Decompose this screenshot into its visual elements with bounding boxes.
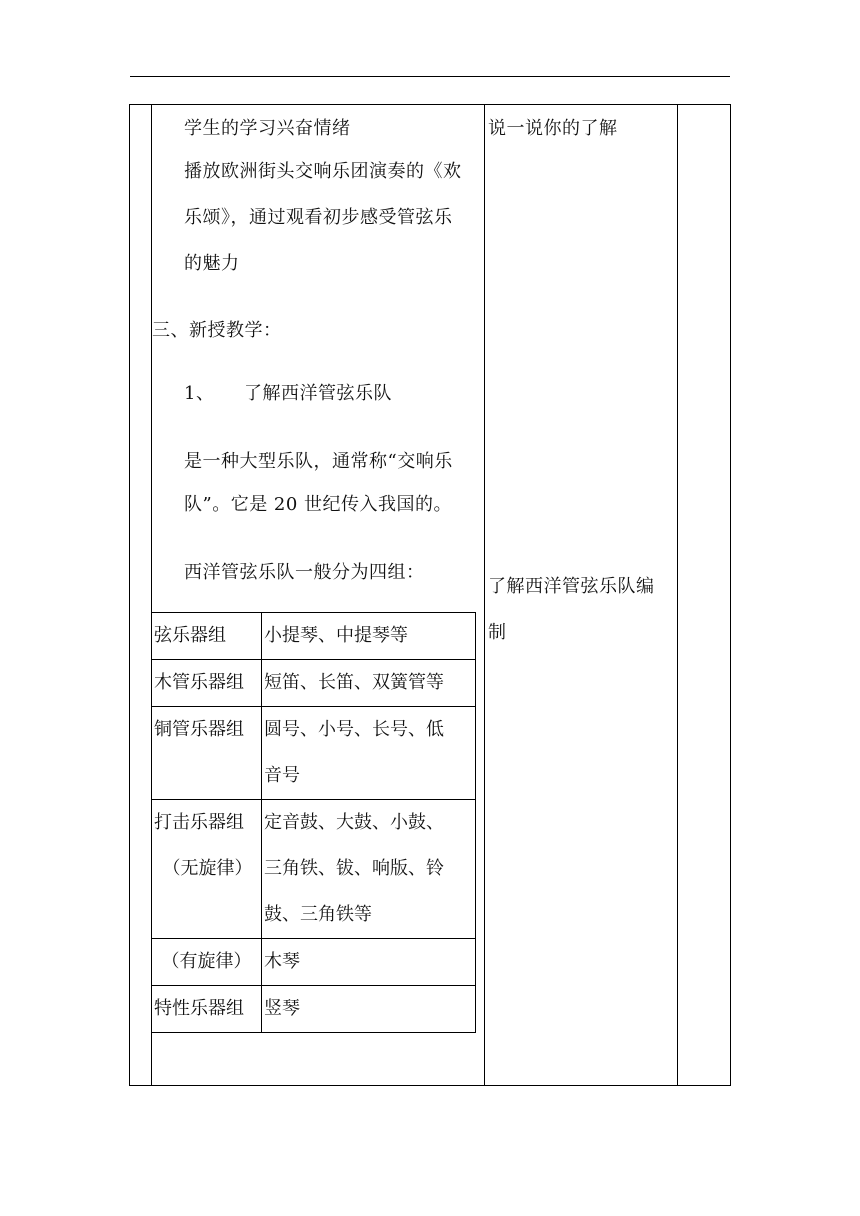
- group-cell: 弦乐器组: [152, 613, 262, 660]
- student-activity: 了解西洋管弦乐队编: [488, 576, 655, 597]
- description-line: 是一种大型乐队，通常称“交响乐: [184, 451, 453, 472]
- group-label: 打击乐器组: [154, 812, 244, 833]
- section-heading: 三、新授教学：: [152, 320, 282, 341]
- column-divider-2: [484, 104, 485, 1086]
- item-title: 了解西洋管弦乐队: [244, 383, 392, 404]
- process-line: 学生的学习兴奋情绪: [184, 118, 351, 139]
- column-divider-3: [677, 104, 678, 1086]
- instruments-cell: 木琴: [262, 939, 476, 986]
- instruments-cell: 短笛、长笛、双簧管等: [262, 660, 476, 707]
- table-row: [152, 707, 476, 800]
- instruments-line: 圆号、小号、长号、低: [264, 719, 444, 740]
- process-line: 播放欧洲街头交响乐团演奏的《欢: [184, 161, 462, 182]
- student-activity: 说一说你的了解: [488, 118, 618, 139]
- item-number: 1、: [184, 383, 215, 404]
- instruments-cell: 小提琴、中提琴等: [262, 613, 476, 660]
- group-cell: 特性乐器组: [152, 986, 262, 1033]
- table-row: [152, 800, 476, 939]
- group-cell: 木管乐器组: [152, 660, 262, 707]
- table-row: [152, 613, 476, 660]
- table-row: [152, 986, 476, 1033]
- instruments-cell: [262, 800, 476, 939]
- groups-intro: 西洋管弦乐队一般分为四组：: [184, 562, 425, 583]
- student-activity: 制: [488, 622, 507, 643]
- instruments-line: 三角铁、钹、响版、铃: [264, 858, 444, 879]
- instruments-cell: 竖琴: [262, 986, 476, 1033]
- instruments-cell: [262, 707, 476, 800]
- table-row: [152, 660, 476, 707]
- group-cell: [152, 800, 262, 939]
- group-sublabel: （无旋律）: [162, 858, 253, 879]
- process-line: 乐颂》，通过观看初步感受管弦乐: [184, 207, 453, 228]
- table-row: [152, 939, 476, 986]
- group-cell: 铜管乐器组: [152, 707, 262, 800]
- instruments-line: 定音鼓、大鼓、小鼓、: [264, 812, 444, 833]
- instruments-line: 音号: [264, 765, 300, 786]
- instruments-line: 鼓、三角铁等: [264, 904, 372, 925]
- group-cell: （有旋律）: [152, 939, 262, 986]
- instrument-groups-table: [151, 612, 476, 1033]
- header-rule: [130, 76, 730, 77]
- process-line: 的魅力: [184, 253, 240, 274]
- description-line: 队”。它是 20 世纪传入我国的。: [184, 494, 453, 515]
